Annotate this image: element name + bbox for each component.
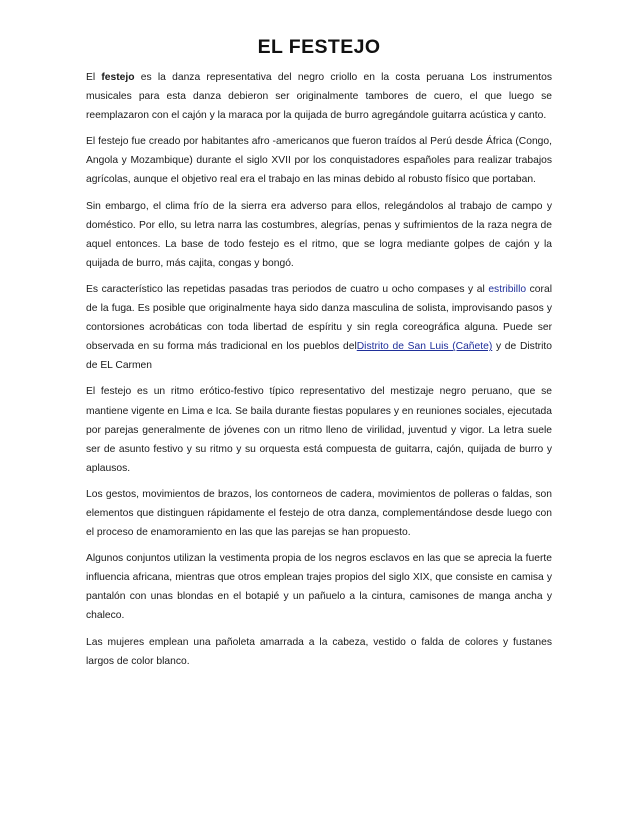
paragraph-3: Sin embargo, el clima frío de la sierra era adverso para ellos, relegándolos al trabajo de campo y doméstico. Por ello, su letra narra las costumbres, alegrías, penas y sufrimientos de la raza negra de aquel entonces. La base de todo festejo es el ritmo, que se logra mediante golpes de cajón y la quijada de burro, más cajita, congas y bongó. — [86, 200, 552, 269]
paragraph-4-pre: Es característico las repetidas pasadas tras periodos de cuatro u ocho compases y al — [86, 283, 489, 295]
san-luis-link[interactable]: Distrito de San Luis (Cañete) — [356, 341, 493, 353]
festejo-bold: festejo — [101, 72, 135, 83]
paragraph-8: Las mujeres emplean una pañoleta amarrada a la cabeza, vestido o falda de colores y fustanes largos de color blanco. — [86, 636, 552, 667]
paragraph-1-pre: El — [86, 72, 102, 83]
paragraph-4-mid: coral de la fuga. Es posible que originalmente haya sido danza masculina de solista, improvisando pasos y contorsiones acrobáticas con toda libertad de espíritu y sin regla coreográfica alguna. Puede ser observada en su forma más tradicional en los pueblos del — [86, 283, 552, 353]
estribillo-link[interactable]: estribillo — [488, 283, 527, 295]
paragraph-1-post: es la danza representativa del negro criollo en la costa peruana Los instrumentos musicales para esta danza debieron ser originalmente tambores de cuero, el que luego se reemplazaron con el cajón y la maraca por la quijada de burro agregándole guitarra acústica y canto. — [86, 72, 552, 122]
paragraph-4 — [86, 280, 552, 375]
paragraph-2: El festejo fue creado por habitantes afro -americanos que fueron traídos al Perú desde África (Congo, Angola y Mozambique) durante el siglo XVII por los conquistadores españoles para realizar trabajos agrícolas, aunque el objetivo real era el trabajo en las minas debido al robusto físico que portaban. — [86, 136, 552, 186]
paragraph-5: El festejo es un ritmo erótico-festivo típico representativo del mestizaje negro peruano, que se mantiene vigente en Lima e Ica. Se baila durante fiestas populares y en reuniones sociales, ejecutada por parejas generalmente de jóvenes con un ritmo lleno de virilidad, juventud y vigor. La letra suele ser de asunto festivo y su ritmo y su orquesta está compuesta de guitarra, cajón, quijada de burro y aplausos. — [86, 386, 552, 474]
paragraph-1 — [86, 68, 552, 125]
paragraph-4-post: y de Distrito de EL Carmen — [86, 341, 552, 372]
paragraph-6: Los gestos, movimientos de brazos, los contorneos de cadera, movimientos de polleras o faldas, son elementos que distinguen rápidamente el festejo de otra danza, complementándose desde luego con el proceso de enamoramiento en las que las parejas se han propuesto. — [86, 488, 552, 539]
document-page — [86, 36, 552, 678]
paragraph-7: Algunos conjuntos utilizan la vestimenta propia de los negros esclavos en las que se aprecia la fuerte influencia africana, mientras que otros emplean trajes propios del siglo XIX, que consiste en camisa y pantalón con unas blondas en el botapié y un pañuelo a la cintura, camisones de manga ancha y chaleco. — [86, 553, 552, 622]
document-title: EL FESTEJO — [257, 36, 381, 58]
